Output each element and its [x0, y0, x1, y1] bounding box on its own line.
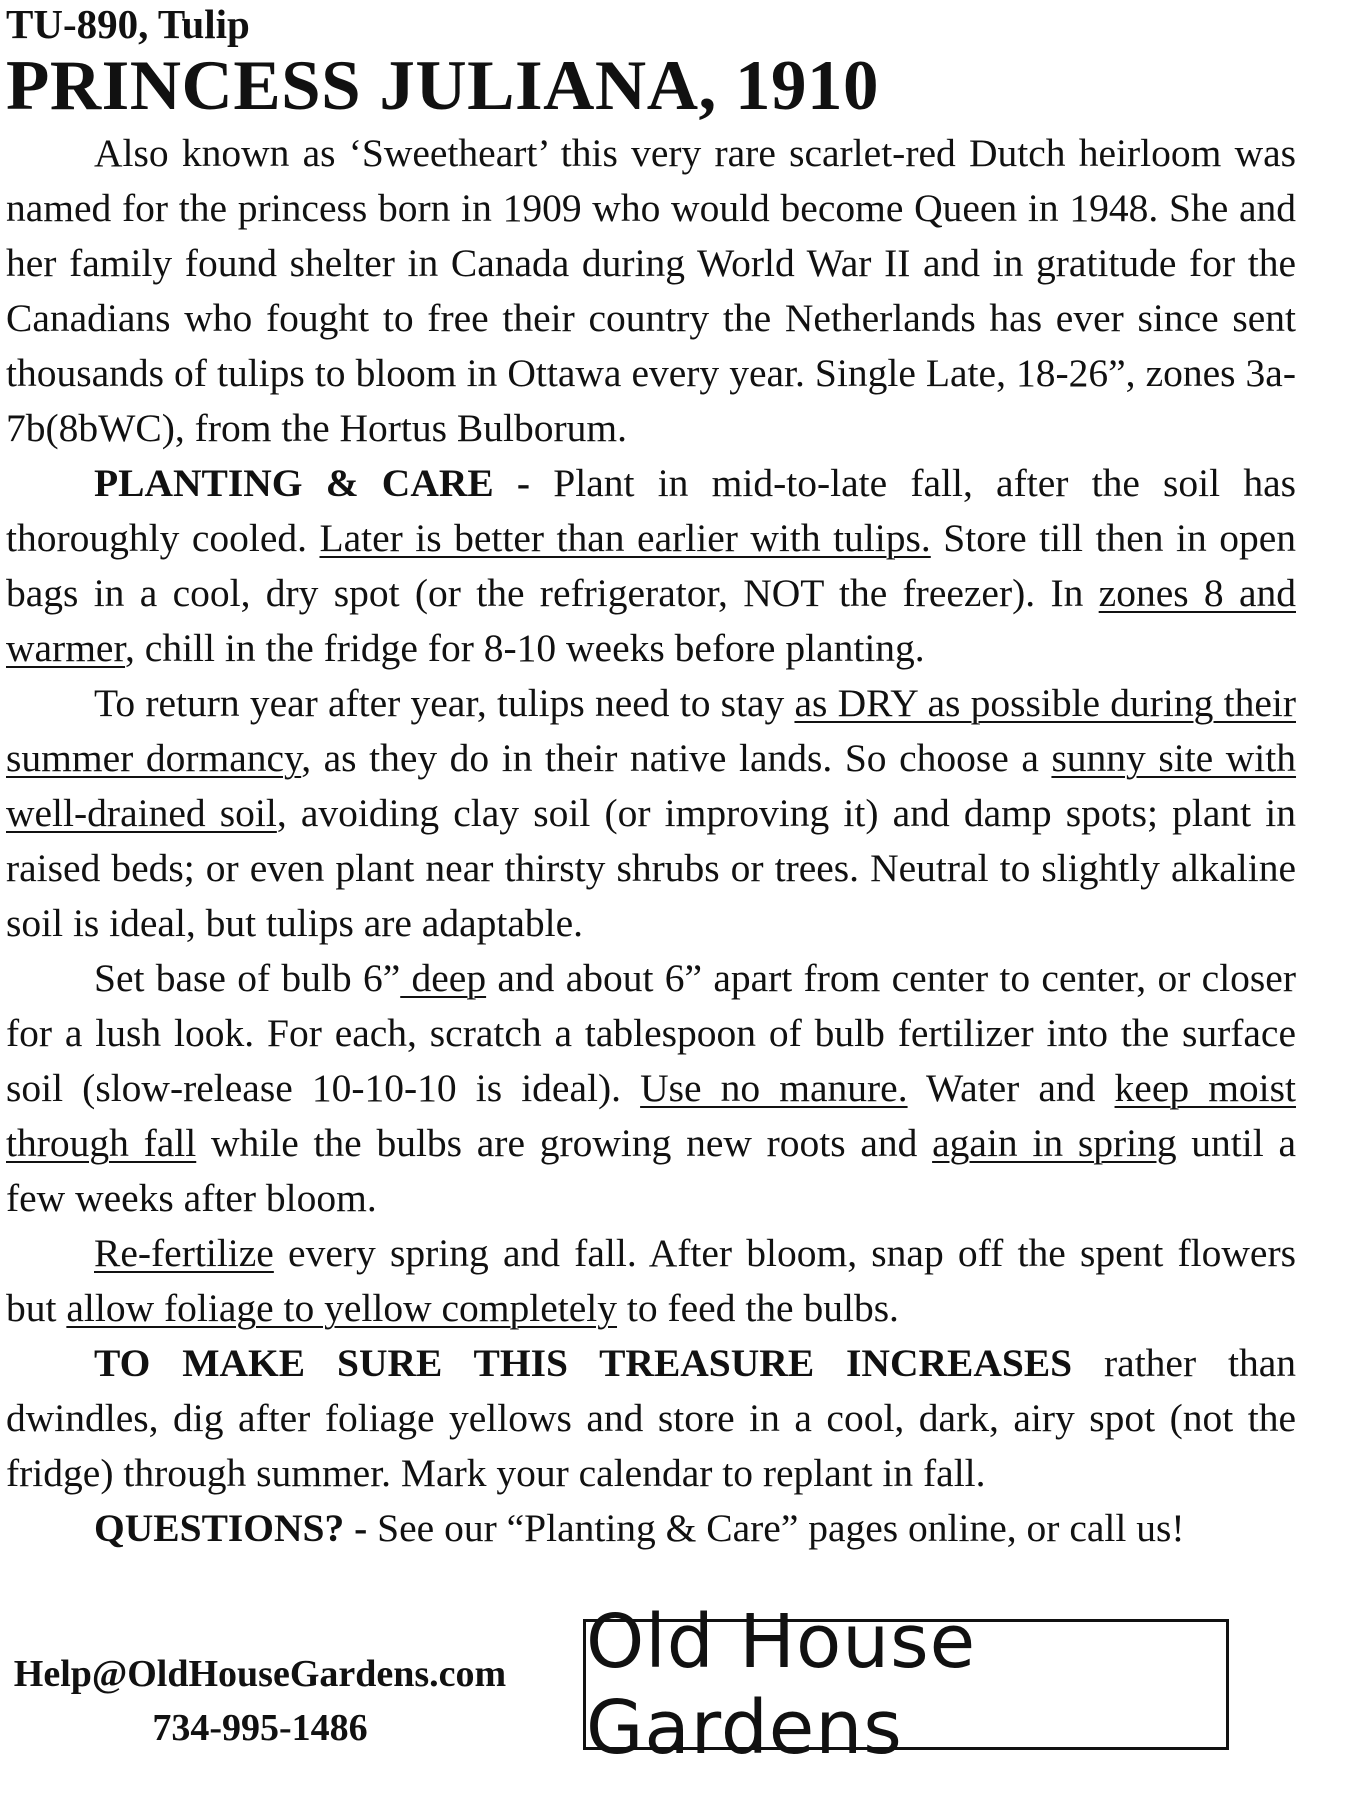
dry-paragraph	[6, 676, 1296, 951]
treasure-paragraph	[6, 1336, 1296, 1501]
contact-phone[interactable]: 734-995-1486	[152, 1707, 368, 1749]
planting-text-2: Store till then in open bags in a cool, dry spot (or the refrigerator, NOT the freezer). In	[6, 516, 1296, 615]
depth-text-5: until a few weeks after bloom.	[6, 1121, 1296, 1220]
planting-heading: PLANTING & CARE -	[94, 461, 531, 505]
depth-text-4: while the bulbs are growing new roots and	[196, 1121, 933, 1165]
treasure-heading: TO MAKE SURE THIS TREASURE INCREASES	[94, 1341, 1073, 1385]
depth-text-3: Water and	[907, 1066, 1115, 1110]
body-text	[6, 126, 1296, 1556]
depth-underline-3: keep moist through fall	[6, 1066, 1296, 1165]
intro-paragraph: Also known as ‘Sweetheart’ this very rare scarlet-red Dutch heirloom was named for the princess born in 1909 who would become Queen in 1948. She and her family found shelter in Canada during World War II and in gratitude for the Canadians who fought to free their country the Netherlands has ever since sent thousands of tulips to bloom in Ottawa every year. Single Late, 18-26”, zones 3a-7b(8bWC), from the Hortus Bulborum.	[6, 131, 1296, 450]
depth-underline-2: Use no manure.	[640, 1066, 908, 1110]
contact-block	[0, 1647, 520, 1755]
document-page	[6, 0, 1296, 1556]
planting-text-3: , chill in the fridge for 8-10 weeks before planting.	[125, 626, 925, 670]
depth-underline-4: again in spring	[932, 1121, 1177, 1165]
planting-paragraph	[6, 456, 1296, 676]
planting-text-1: Plant in mid-to-late fall, after the soil has thoroughly cooled.	[6, 461, 1296, 560]
questions-heading: QUESTIONS? -	[94, 1506, 368, 1550]
dry-text-2: , as they do in their native lands. So choose a	[301, 736, 1052, 780]
fertilize-text-2: to feed the bulbs.	[617, 1286, 899, 1330]
depth-text-2: and about 6” apart from center to center, or closer for a lush look. For each, scratch a tablespoon of bulb fertilizer into the surface soil (slow-release 10-10-10 is ideal).	[6, 956, 1296, 1110]
depth-text-1: Set base of bulb 6”	[94, 956, 401, 1000]
logo-box	[583, 1598, 1229, 1771]
fertilize-paragraph	[6, 1226, 1296, 1336]
questions-text-1: See our “Planting & Care” pages online, or call us!	[367, 1506, 1185, 1550]
fertilize-text-1: every spring and fall. After bloom, snap off the spent flowers but	[6, 1231, 1296, 1330]
depth-underline-1: deep	[400, 956, 487, 1000]
planting-underline-1: Later is better than earlier with tulips.	[319, 516, 931, 560]
depth-paragraph	[6, 951, 1296, 1226]
fertilize-underline-2: allow foliage to yellow completely	[66, 1286, 618, 1330]
dry-underline-2: sunny site with well-drained soil	[6, 736, 1297, 835]
dry-underline-1: as DRY as possible during their summer dormancy	[6, 681, 1296, 780]
product-code: TU-890, Tulip	[6, 1, 250, 47]
treasure-text-1: rather than dwindles, dig after foliage yellows and store in a cool, dark, airy spot (not the fridge) through summer. Mark your calendar to replant in fall.	[6, 1341, 1296, 1495]
contact-email[interactable]: Help@OldHouseGardens.com	[13, 1653, 507, 1695]
dry-text-1: To return year after year, tulips need to stay	[94, 681, 795, 725]
planting-underline-2: zones 8 and warmer	[6, 571, 1296, 670]
fertilize-underline-1: Re-fertilize	[94, 1231, 274, 1275]
brand-logo: Old House Gardens	[586, 1598, 977, 1771]
page-title: PRINCESS JULIANA, 1910	[6, 47, 879, 125]
questions-paragraph	[6, 1501, 1296, 1556]
dry-text-3: , avoiding clay soil (or improving it) and damp spots; plant in raised beds; or even plant near thirsty shrubs or trees. Neutral to slightly alkaline soil is ideal, but tulips are adaptable.	[6, 791, 1296, 945]
